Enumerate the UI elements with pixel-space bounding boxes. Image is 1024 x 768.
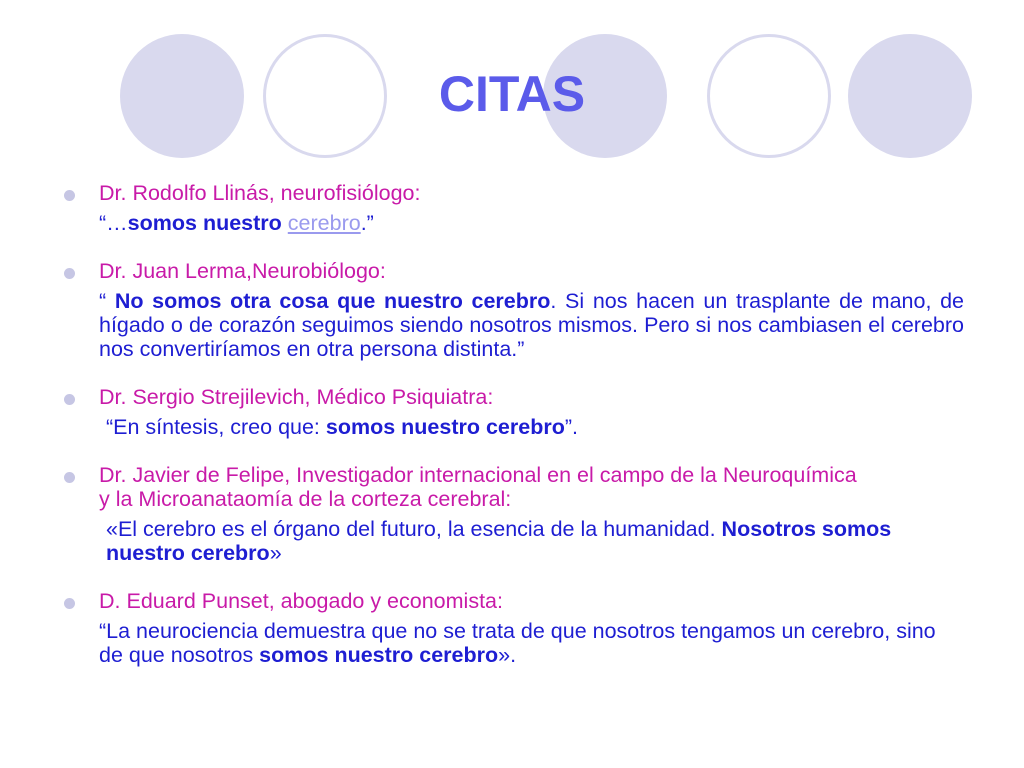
bullet-icon <box>64 598 75 609</box>
speaker-name: Dr. Rodolfo Llinás, neurofisiólogo: <box>99 181 421 205</box>
quote-emphasis: No somos otra cosa que nuestro cerebro <box>114 289 551 313</box>
quote-close: .” <box>360 211 374 235</box>
quote-text <box>99 415 971 439</box>
quote-close: » <box>269 541 282 565</box>
quote-text <box>99 289 964 361</box>
bullet-icon <box>64 472 75 483</box>
quotes-list <box>0 181 1024 691</box>
bullet-icon <box>64 394 75 405</box>
speaker-name: D. Eduard Punset, abogado y economista: <box>99 589 503 613</box>
quote-text <box>99 211 964 235</box>
speaker-name: Dr. Juan Lerma,Neurobiólogo: <box>99 259 386 283</box>
quote-emphasis: somos nuestro cerebro <box>259 643 499 667</box>
quote-open: “ <box>99 289 115 313</box>
cerebro-link[interactable]: cerebro <box>287 211 361 235</box>
quote-open: “… <box>99 211 128 235</box>
quote-text <box>99 517 971 565</box>
quote-rest: . Si nos hacen un trasplante de mano, de hígado o de corazón seguimos siendo nosotros mismos. Pero si nos cambiasen el cerebro nos convertiríamos en otra persona distinta.” <box>99 289 965 361</box>
slide-title: CITAS <box>438 66 586 122</box>
quote-open: “En síntesis, creo que: <box>106 415 326 439</box>
quote-close: ». <box>498 643 517 667</box>
quote-text <box>99 619 964 667</box>
quote-close: ”. <box>564 415 578 439</box>
quote-emphasis: somos nuestro <box>127 211 282 235</box>
quote-item <box>0 259 1024 361</box>
quote-item <box>0 385 1024 439</box>
speaker-name: Dr. Javier de Felipe, Investigador internacional en el campo de la Neuroquímica y la Microanataomía de la corteza cerebral: <box>99 463 857 511</box>
quote-item <box>0 463 1024 565</box>
quote-open: «El cerebro es el órgano del futuro, la esencia de la humanidad. <box>106 517 722 541</box>
quote-item <box>0 589 1024 667</box>
bullet-icon <box>64 268 75 279</box>
speaker-name: Dr. Sergio Strejilevich, Médico Psiquiatra: <box>99 385 494 409</box>
quote-open: “La neurociencia demuestra que no se trata de que nosotros tengamos un cerebro, sino de que nosotros <box>99 619 936 667</box>
quote-emphasis: somos nuestro cerebro <box>325 415 565 439</box>
quote-item <box>0 181 1024 235</box>
quote-emphasis: Nosotros somos nuestro cerebro <box>106 517 892 565</box>
bullet-icon <box>64 190 75 201</box>
